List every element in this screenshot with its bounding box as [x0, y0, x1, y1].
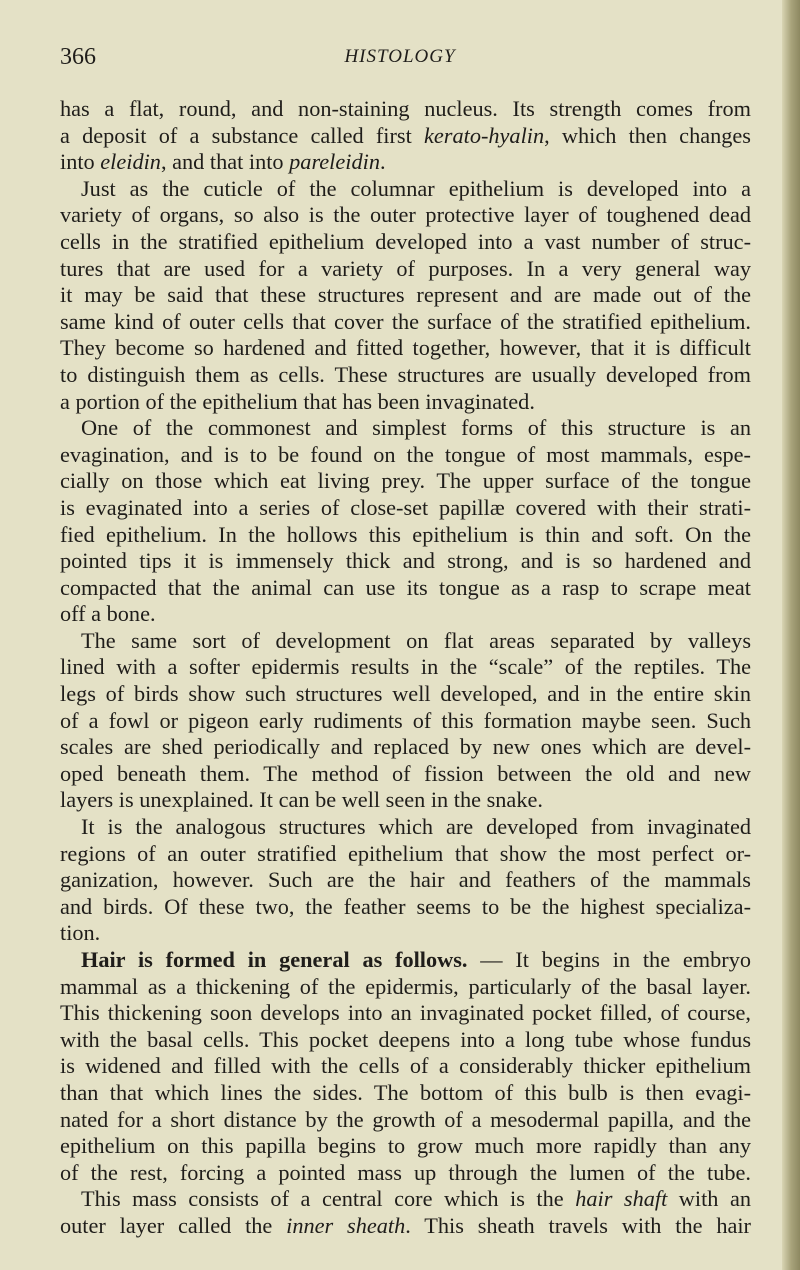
text-line: [60, 389, 751, 416]
text-run: than that which lines the sides. The bottom of this bulb is then evagi-: [60, 1079, 751, 1105]
text-run: of the rest, forcing a pointed mass up through the lumen of the tube.: [60, 1159, 751, 1185]
page-number: 366: [60, 44, 96, 70]
text-run: is evaginated into a series of close-set papillæ covered with their strati-: [60, 494, 751, 520]
text-line: [60, 654, 751, 681]
text-run: , which then changes: [544, 122, 751, 148]
text-line: [60, 575, 751, 602]
text-run: compacted that the animal can use its tongue as a rasp to scrape meat: [60, 574, 751, 600]
text-line: [60, 1107, 751, 1134]
text-run: — It begins in the embryo: [467, 947, 751, 972]
text-run: epithelium on this papilla begins to grow much more rapidly than any: [60, 1133, 751, 1159]
text-run: .: [379, 149, 386, 175]
bold-heading: Hair is formed in general as follows.: [81, 947, 468, 972]
text-run: and birds. Of these two, the feather seems to be the highest specializa-: [60, 893, 751, 919]
text-line: [60, 1080, 751, 1107]
text-run: legs of birds show such structures well developed, and in the entire skin: [60, 681, 751, 707]
text-run: ganization, however. Such are the hair and feathers of the mammals: [60, 867, 751, 893]
italic-term: eleidin: [100, 149, 161, 175]
text-run: same kind of outer cells that cover the surface of the stratified epithelium.: [60, 308, 751, 334]
text-line: [60, 96, 751, 123]
text-line: [60, 894, 751, 921]
text-line: [60, 1000, 751, 1027]
text-run: Just as the cuticle of the columnar epithelium is developed into a: [81, 175, 751, 201]
text-line: [60, 787, 751, 814]
text-line: [60, 442, 751, 469]
text-run: it may be said that these structures represent and are made out of the: [60, 282, 751, 308]
text-run: One of the commonest and simplest forms of this structure is an: [81, 415, 751, 441]
text-run: tures that are used for a variety of purposes. In a very general way: [60, 255, 751, 281]
text-run: off a bone.: [60, 601, 156, 627]
text-line: [60, 548, 751, 575]
text-run: with an: [667, 1186, 752, 1212]
text-line: [60, 1027, 751, 1054]
text-run: oped beneath them. The method of fission between the old and new: [60, 760, 751, 786]
text-line: [60, 761, 751, 788]
text-run: fied epithelium. In the hollows this epithelium is thin and soft. On the: [60, 521, 751, 547]
text-line: [60, 415, 751, 442]
text-run: . This sheath travels with the hair: [405, 1212, 751, 1238]
text-line: [60, 256, 751, 283]
text-line: [60, 522, 751, 549]
text-run: a portion of the epithelium that has been invaginated.: [60, 388, 535, 414]
text-line: [60, 734, 751, 761]
text-line: [60, 947, 751, 974]
text-line: [60, 202, 751, 229]
text-run: This thickening soon develops into an invaginated pocket filled, of course,: [60, 1000, 751, 1026]
text-line: [60, 867, 751, 894]
text-line: [60, 1133, 751, 1160]
text-line: [60, 362, 751, 389]
text-run: a deposit of a substance called first: [60, 122, 424, 148]
text-run: outer layer called the: [60, 1212, 287, 1238]
text-run: cells in the stratified epithelium developed into a vast number of struc-: [60, 228, 751, 254]
text-line: [60, 176, 751, 203]
text-run: , and that into: [160, 149, 290, 175]
text-line: [60, 149, 751, 176]
text-line: [60, 309, 751, 336]
text-run: of a fowl or pigeon early rudiments of this formation maybe seen. Such: [60, 707, 751, 733]
text-run: cially on those which eat living prey. The upper surface of the tongue: [60, 468, 751, 494]
text-run: It is the analogous structures which are developed from invaginated: [81, 814, 751, 840]
text-line: [60, 123, 751, 150]
text-run: scales are shed periodically and replaced by new ones which are devel-: [60, 734, 751, 760]
text-line: [60, 1186, 751, 1213]
text-line: [60, 628, 751, 655]
text-line: [60, 495, 751, 522]
book-page-edge: [782, 0, 800, 1270]
text-line: [60, 229, 751, 256]
text-line: [60, 335, 751, 362]
text-line: [60, 1213, 751, 1240]
text-run: is widened and filled with the cells of a considerably thicker epithelium: [60, 1053, 751, 1079]
text-run: to distinguish them as cells. These structures are usually developed from: [60, 361, 751, 387]
text-line: [60, 814, 751, 841]
running-title: HISTOLOGY: [344, 46, 456, 67]
text-line: [60, 282, 751, 309]
text-line: [60, 841, 751, 868]
text-line: [60, 1160, 751, 1187]
text-line: [60, 681, 751, 708]
text-run: This mass consists of a central core which is the: [81, 1186, 576, 1212]
text-run: layers is unexplained. It can be well seen in the snake.: [60, 787, 543, 813]
text-run: lined with a softer epidermis results in the “scale” of the reptiles. The: [60, 654, 751, 680]
italic-term: hair shaft: [575, 1186, 668, 1212]
text-run: has a flat, round, and non-staining nucleus. Its strength comes from: [60, 96, 751, 121]
text-line: [60, 468, 751, 495]
text-run: nated for a short distance by the growth of a mesodermal papilla, and the: [60, 1106, 751, 1132]
text-run: variety of organs, so also is the outer protective layer of toughened dead: [60, 202, 751, 228]
page-body-text: [60, 96, 751, 1240]
text-run: mammal as a thickening of the epidermis, particularly of the basal layer.: [60, 973, 751, 999]
text-line: [60, 974, 751, 1001]
italic-term: inner sheath: [286, 1212, 406, 1238]
text-run: with the basal cells. This pocket deepens into a long tube whose fundus: [60, 1026, 751, 1052]
text-run: regions of an outer stratified epithelium that show the most perfect or-: [60, 840, 751, 866]
text-run: into: [60, 149, 101, 175]
text-line: [60, 920, 751, 947]
text-run: tion.: [60, 920, 101, 946]
text-line: [60, 601, 751, 628]
text-run: They become so hardened and fitted together, however, that it is difficult: [60, 335, 751, 361]
text-line: [60, 708, 751, 735]
text-run: The same sort of development on flat areas separated by valleys: [81, 627, 751, 653]
italic-term: pareleidin: [289, 149, 380, 175]
text-line: [60, 1053, 751, 1080]
text-run: pointed tips it is immensely thick and strong, and is so hardened and: [60, 548, 751, 574]
italic-term: kerato-hyalin: [424, 122, 545, 148]
text-run: evagination, and is to be found on the tongue of most mammals, espe-: [60, 441, 751, 467]
